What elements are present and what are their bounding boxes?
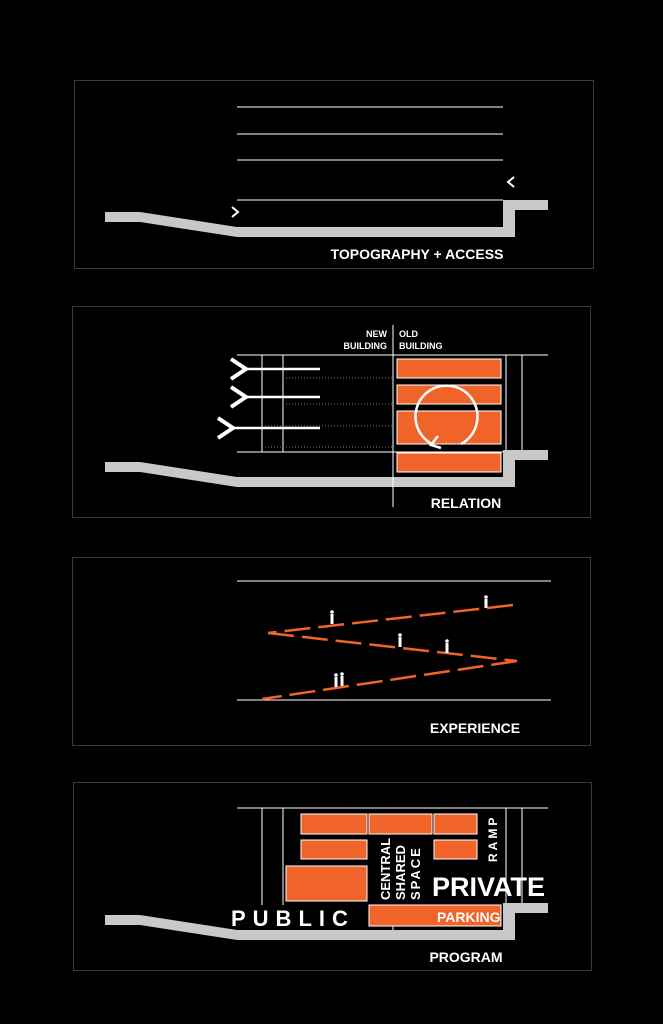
caption-experience: EXPERIENCE <box>429 720 521 736</box>
panel-experience <box>73 558 591 746</box>
floor-lines <box>237 107 503 200</box>
panel-frame <box>73 558 591 746</box>
label-new-building-line1: NEW <box>366 329 387 339</box>
person-icon <box>484 595 488 608</box>
person-icon <box>330 610 334 624</box>
program-block <box>301 840 367 859</box>
program-block <box>301 814 367 834</box>
label-private: PRIVATE <box>432 872 546 902</box>
old-building-floor <box>397 359 501 378</box>
caption-relation: RELATION <box>430 495 502 511</box>
panel-topography <box>75 81 594 269</box>
person-icon <box>334 673 338 687</box>
label-ramp: RAMP <box>486 814 500 862</box>
old-building-floor <box>397 385 501 404</box>
program-block <box>286 866 367 901</box>
person-icon <box>398 633 402 647</box>
person-icon <box>340 672 344 686</box>
ramp-segment <box>268 633 517 661</box>
label-old-building-line2: BUILDING <box>399 341 443 351</box>
relation-arrows <box>233 369 320 428</box>
program-block <box>369 814 432 834</box>
dotted-floor-lines <box>262 378 393 447</box>
access-arrow-left-icon <box>508 177 514 187</box>
label-central-line3: SPACE <box>408 846 423 900</box>
caption-program: PROGRAM <box>429 949 503 965</box>
caption-topography: TOPOGRAPHY + ACCESS <box>330 246 504 262</box>
label-public: PUBLIC <box>231 906 355 931</box>
ramp-segment <box>262 661 517 699</box>
panel-relation <box>73 307 591 518</box>
person-icon <box>445 639 449 653</box>
program-block <box>434 840 477 859</box>
old-building-floor <box>397 411 501 444</box>
label-central-line1: CENTRAL <box>378 837 393 900</box>
label-new-building-line2: BUILDING <box>343 341 387 351</box>
program-block <box>434 814 477 834</box>
label-central-line2: SHARED <box>393 845 408 900</box>
ramp-segment <box>268 605 513 633</box>
old-building-blocks <box>397 359 501 472</box>
people-figures <box>330 595 488 687</box>
label-old-building-line1: OLD <box>399 329 418 339</box>
ramp-path <box>262 605 517 699</box>
access-arrow-right-icon <box>232 207 238 217</box>
panel-frame <box>75 81 594 269</box>
panel-program <box>74 783 592 971</box>
label-parking: PARKING <box>437 909 501 925</box>
old-building-floor <box>397 453 501 472</box>
ground-section <box>105 200 548 237</box>
